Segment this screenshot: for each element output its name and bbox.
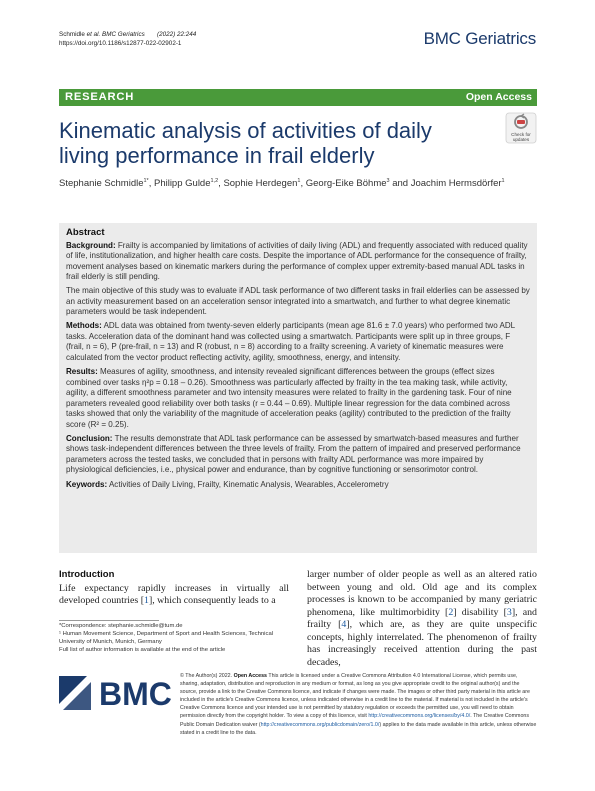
copyright: © The Author(s) 2022. [180, 673, 233, 679]
section-label: RESEARCH [65, 91, 135, 103]
author[interactable] [411, 178, 505, 189]
author-list: Stephanie Schmidle$^{1*}$, Philipp Gulde$^{1,2}$, Sophie Herdegen$^1$, Georg-Eike Böhme$^3$ and Joachim Hermsdörfer$^1$ [59, 178, 505, 190]
footnote-divider [59, 620, 159, 621]
license-text [180, 672, 537, 737]
intro-text-segment: ], and frailty [ [307, 606, 537, 630]
author-name: Stephanie Schmidle [59, 178, 144, 190]
license-body: This article is licensed under a Creative Commons Attribution 4.0 International License, which permits use, sharing, adaptation, distribution and reproduction in any medium or format, as long as you give appropriate credit to the original author(s) and the source, provide a link to the Creative Commons licence, and indicate if changes were made. The images or other third party material in this article are included in the article's Creative Commons licence, unless indicated otherwise in a credit line to the material. If material is not included in the article's Creative Commons licence and your intended use is not permitted by statutory regulation or exceeds the permitted use, you will need to obtain permission directly from the copyright holder. To view a copy of this licence, visit [180, 673, 530, 720]
journal-name: BMC Geriatrics [423, 29, 536, 48]
methods-label: Methods: [66, 321, 102, 331]
cc-by-link[interactable]: http://creativecommons.org/licenses/by/4.0/ [368, 713, 471, 720]
cc-zero-link[interactable]: http://creativecommons.org/publicdomain/zero/1.0/ [260, 721, 380, 728]
citation-link[interactable]: 4 [341, 619, 347, 630]
conclusion-label: Conclusion: [66, 433, 113, 443]
background-text: Frailty is accompanied by limitations of activities of daily living (ADL) and frequently associated with reduced quality of life, institutionalization, and higher health care costs. Despite the importance of ADL performance for the consequence of frailty, movement analyses based on kinematic markers during the performance of complex upper extremity-based manual ADL tasks in frail elderly is still pending. [66, 240, 528, 282]
results-label: Results: [66, 367, 98, 377]
citation-link[interactable]: 3 [506, 606, 512, 618]
methods-text: ADL data was obtained from twenty-seven elderly participants (mean age 81.6 ± 7.0 years) who performed two ADL tasks. Acceleration data of the dominant hand was collected using a smartwatch. Participants were split up in three groups, F (frail, n = 6), P (pre-frail, n = 13) and R (robust, n = 8) according to a frailty screening. A variety of kinematic measures were calculated from the vector product reflecting activity, agility, smoothness, energy, and intensity. [66, 321, 515, 363]
abstract-methods [66, 321, 530, 363]
abstract-keywords [66, 480, 530, 491]
intro-right-text [307, 569, 537, 669]
intro-right-column [307, 569, 537, 669]
author-affiliation: 3 [386, 178, 390, 184]
bmc-logo-text: BMC [99, 676, 172, 710]
author[interactable] [154, 178, 218, 189]
header-journal-ref: et al. BMC Geriatrics [86, 31, 145, 38]
citation-link[interactable]: 1 [144, 595, 149, 606]
author-affiliation: 1 [297, 178, 301, 184]
keywords-text: Activities of Daily Living, Frailty, Kinematic Analysis, Wearables, Accelerometry [108, 479, 389, 489]
intro-left-column [59, 569, 289, 608]
conclusion-text: The results demonstrate that ADL task performance can be assessed by smartwatch-based measures and further shows task-independent differences between the three levels of frailty. From the pattern of impaired and preserved performance parameters across the tested tasks, we concluded that in persons with frailty ADL performance was more impaired by physiological deficiencies, i.e., physical power and endurance, than by cognitive functioning or sensorimotor control. [66, 433, 521, 475]
citation-link[interactable]: 2 [448, 606, 454, 618]
author-name: Philipp Gulde [153, 178, 211, 190]
abstract-conclusion [66, 434, 530, 476]
header-doi[interactable]: https://doi.org/10.1186/s12877-022-02902-1 [59, 39, 182, 47]
keywords-label: Keywords: [66, 479, 108, 489]
author-name: Joachim Hermsdörfer [410, 178, 502, 190]
abstract-heading: Abstract [66, 227, 105, 238]
author[interactable] [306, 178, 390, 189]
intro-text-segment: larger number of older people as well as an altered ratio between young and old. Old age and its complex processes is known to be accompanied by many geriatric phenomena, like multimorbidity [ [307, 569, 537, 618]
license-body: . The Creative Commons Public Domain Dedication waiver ( [180, 713, 529, 728]
author-info-note: Full list of author information is available at the end of the article [59, 647, 226, 653]
check-badge-line1: Check for [511, 132, 531, 137]
author-affiliation: 1 [501, 178, 505, 184]
author-affiliation: 1* [143, 178, 149, 184]
author-name: Georg-Eike Böhme [305, 178, 387, 190]
correspondence-note: *Correspondence: stephanie.schmidle@tum.de [59, 623, 183, 629]
check-badge-line2: updates [512, 137, 530, 142]
header-year-volume: (2022) 22:244 [157, 31, 197, 38]
abstract-background [66, 241, 530, 283]
article-title: Kinematic analysis of activities of daily living performance in frail elderly [59, 118, 432, 168]
abstract-background-2: The main objective of this study was to evaluate if ADL task performance of two different tasks in frail elderlies can be assessed by an activity measurement based on an acceleration sensor integrated into a smartwatch, and further to what degree kinematic parameters would be task independent. [66, 286, 530, 317]
affiliation-note: ¹ Human Movement Science, Department of Sport and Health Sciences, Technical University of Munich, Munich, Germany [59, 631, 274, 645]
results-text: Measures of agility, smoothness, and intensity revealed significant differences between the groups (effect sizes combined over tasks η²p = 0.18 – 0.26). Smoothness was particularly affected by frailty in the tea making task, while activity, agility, a different smoothness parameter and two intensity measures were related to frailty in the gardening task. Four of nine parameters revealed good reliability over both tasks (r = 0.44 – 0.69). Multiple linear regression for the data combined across tasks showed that only the variability of the magnitude of acceleration peaks (agility) contributed to the prediction of the frailty score (R² = 0.25). [66, 367, 512, 429]
bmc-logo-icon [59, 676, 189, 710]
intro-heading: Introduction [59, 569, 115, 580]
open-access-label: Open Access [465, 91, 532, 103]
intro-text-segment: Life expectancy rapidly increases in virtually all developed countries [ [59, 582, 289, 606]
header-author: Schmidle [59, 31, 85, 38]
author-affiliation: 1,2 [210, 178, 219, 184]
abstract-results [66, 367, 530, 430]
background-label: Background: [66, 240, 116, 250]
license-body: ) applies to the data made available in this article, unless otherwise stated in a credit line to the data. [180, 721, 537, 736]
author-name: Sophie Herdegen [223, 178, 298, 190]
author[interactable] [223, 178, 300, 189]
intro-text-segment: ], which consequently leads to a [148, 595, 276, 606]
intro-left-text [59, 583, 289, 608]
open-access-bold: Open Access [233, 673, 267, 679]
intro-text-segment: ] disability [ [453, 606, 507, 618]
author[interactable] [59, 178, 149, 189]
footnotes [59, 622, 289, 654]
check-badge-text [505, 132, 537, 142]
intro-text-segment: ], which are, as they are quite unspecific concepts, highly interrelated. The phenomenon of frailty has increasingly received attention during the past decades, [307, 619, 537, 668]
abstract-box [59, 223, 537, 553]
running-header [59, 31, 196, 48]
